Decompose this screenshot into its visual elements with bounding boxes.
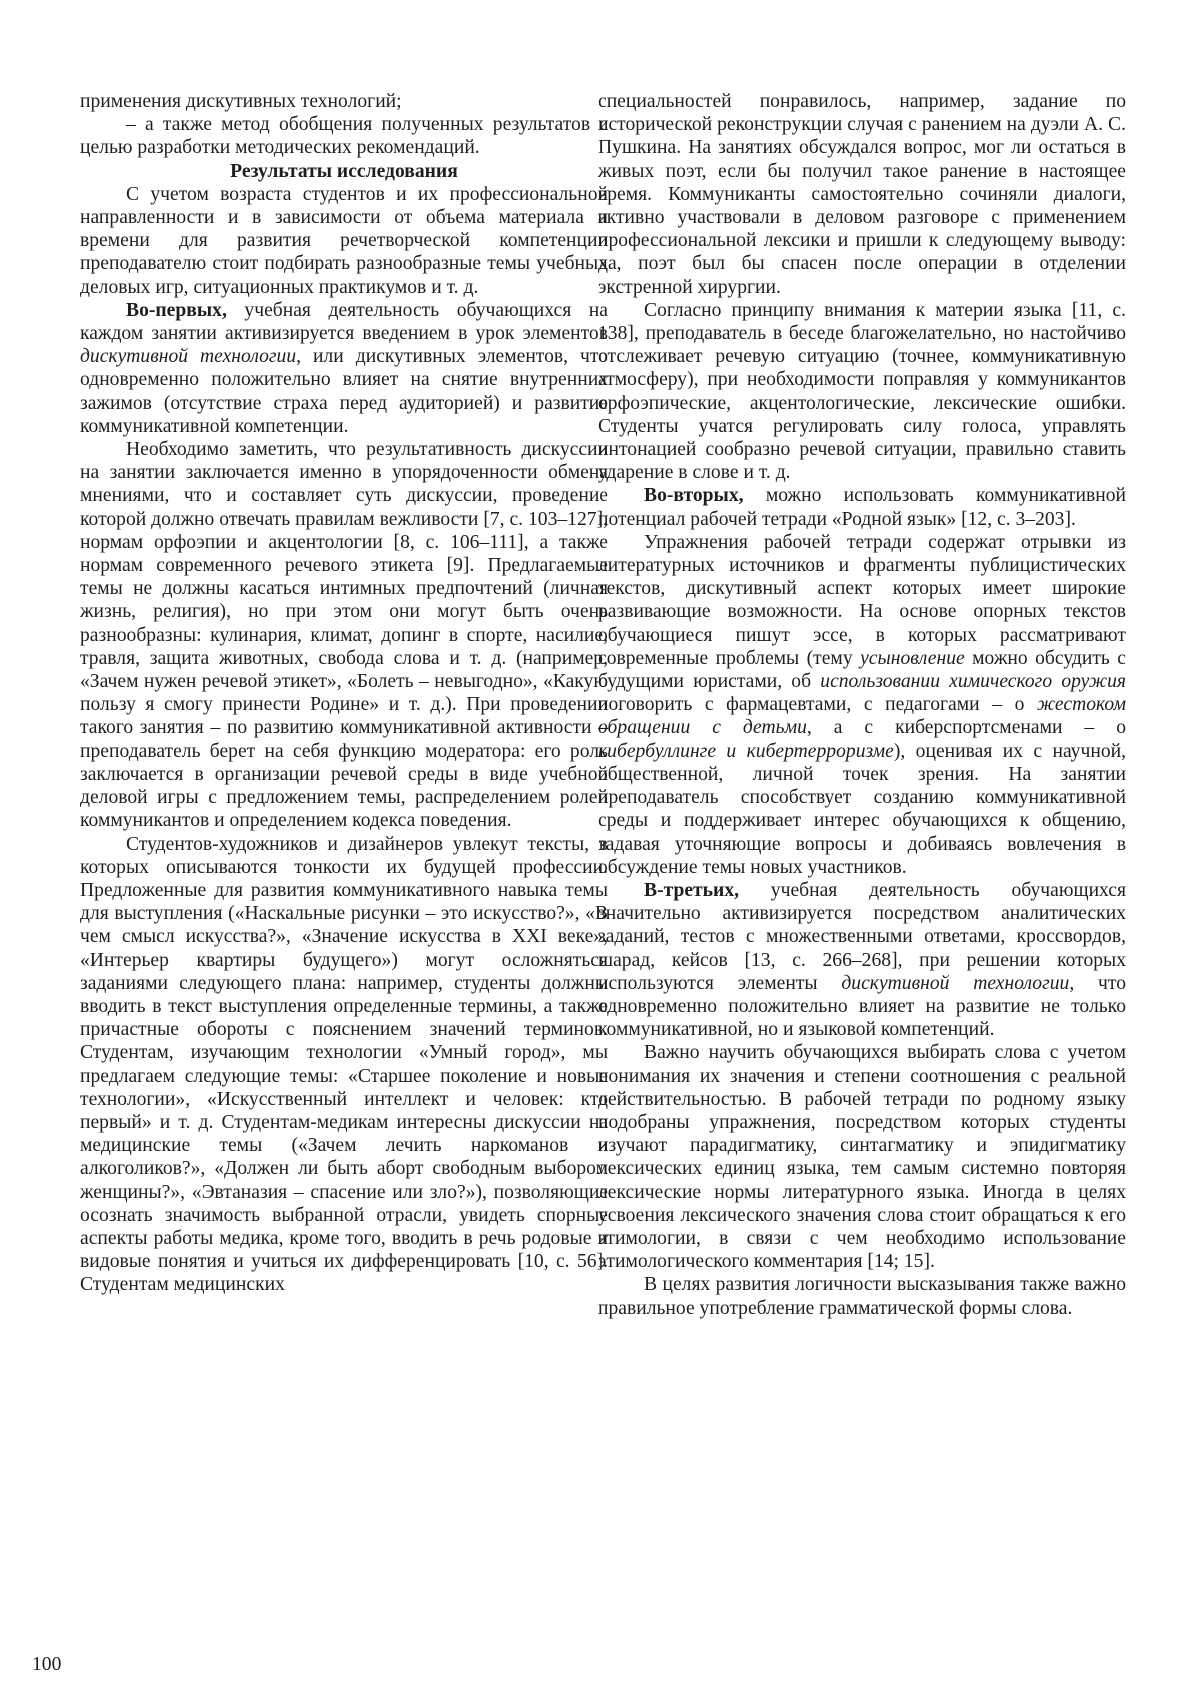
paragraph-exercises xyxy=(598,531,1126,879)
em-third: дискутивной технологии xyxy=(841,972,1070,994)
lead-second: Во-вторых, xyxy=(644,485,744,507)
em-ex-3: жестоком обращении с детьми xyxy=(598,694,1126,739)
page-number: 100 xyxy=(32,1654,62,1675)
text-second: можно использовать коммуникативной потенциал рабочей тетради «Родной язык» [12, с. 3–203]. xyxy=(598,485,1126,530)
paragraph-generalization: – а также метод обобщения полученных результатов с целью разработки методических рекомендаций. xyxy=(80,114,608,159)
lead-third: В-третьих, xyxy=(644,879,740,901)
lead-first: Во-первых, xyxy=(126,299,227,321)
paragraph-first xyxy=(80,299,608,438)
text-first-b: , или дискутивных элементов, что одновременно положительно влияет на снятие внутренних зажимов (отсутствие страха перед аудиторией) и развитие коммуникативной компетенции. xyxy=(80,346,608,437)
text-ex-5: ), оценивая их с научной, общественной, личной точек зрения. На занятии преподаватель способствует созданию коммуникативной среды и поддерживает интерес обучающихся к общению, задавая уточняющие вопросы и добиваясь вовлечения в обсуждение темы новых участников. xyxy=(598,740,1127,878)
text-ex-2: можно обсудить с будущими юристами, об xyxy=(598,647,1126,693)
text-first-a: учебная деятельность обучающихся на каждом занятии активизируется введением в урок элементов xyxy=(80,299,608,345)
text-ex-1: Упражнения рабочей тетради содержат отрывки из литературных источников и фрагменты публицистических текстов, дискутивный аспект которых имеет широкие развивающие возможности. На основе опорных текстов обучающиеся пишут эссе, в которых рассматривают современные проблемы (тему xyxy=(598,531,1126,669)
text-ex-3: поговорить с фармацевтами, с педагогами – о xyxy=(598,694,1037,716)
em-first: дискутивной технологии xyxy=(80,346,297,368)
paragraph-attention: Согласно принципу внимания к материи языка [11, с. 138], преподаватель в беседе благожелательно, но настойчиво отслеживает речевую ситуацию (точнее, коммуникативную атмосферу), при необходимости поправляя у коммуникантов орфоэпические, акцентологические, лексические ошибки. Студенты учатся регулировать силу голоса, управлять интонацией сообразно речевой ситуации, правильно ставить ударение в слове и т. д. xyxy=(598,299,1126,484)
paragraph-intro: С учетом возраста студентов и их профессиональной направленности и в зависимости от объема материала и времени для развития речетворческой компетенции преподавателю стоит подбирать разнообразные темы учебных деловых игр, ситуационных практикумов и т. д. xyxy=(80,183,608,298)
right-column xyxy=(598,90,1126,1320)
em-ex-4: кибербуллинге и кибертерроризме xyxy=(598,740,894,762)
paragraph-tools: применения дискутивных технологий; xyxy=(80,91,402,112)
paragraph-artists: Студентов-художников и дизайнеров увлекут тексты, в которых описываются тонкости их будущей профессии. Предложенные для развития коммуникативного навыка темы для выступления («Наскальные рисунки – это искусство?», «В чем смысл искусства?», «Значение искусства в XXI веке», «Интерьер квартиры будущего») могут осложняться заданиями следующего плана: например, студенты должны вводить в текст выступления определенные термины, а также причастные обороты с пояснением значений терминов. Студентам, изучающим технологии «Умный город», мы предлагаем следующие темы: «Старшее поколение и новые технологии», «Искусственный интеллект и человек: кто первый» и т. д. Студентам-медикам интересны дискуссии на медицинские темы («Зачем лечить наркоманов и алкоголиков?», «Должен ли быть аборт свободным выбором женщины?», «Эвтаназия – спасение или зло?»), позволяющие осознать значимость выбранной отрасли, увидеть спорные аспекты работы медика, кроме того, вводить в речь родовые и видовые понятия и учиться их дифференцировать [10, с. 56]. Студентам медицинских xyxy=(80,833,608,1296)
text-third-b: , что одновременно положительно влияет на развитие не только коммуникативной, но и языковой компетенций. xyxy=(598,972,1126,1041)
paragraph-words: Важно научить обучающихся выбирать слова с учетом понимания их значения и степени соотношения с реальной действительностью. В рабочей тетради по родному языку подобраны упражнения, посредством которых студенты изучают парадигматику, синтагматику и эпидигматику лексических единиц языка, тем самым системно повторяя лексические нормы литературного языка. Иногда в целях усвоения лексического значения слова стоит обращаться к его этимологии, в связи с чем необходимо использование этимологического комментария [14; 15]. xyxy=(598,1042,1126,1273)
paragraph-third xyxy=(598,879,1126,1041)
paragraph-necessary: Необходимо заметить, что результативность дискуссии на занятии заключается именно в упорядоченности обмена мнениями, что и составляет суть дискуссии, проведение которой должно отвечать правилам вежливости [7, с. 103–127], нормам орфоэпии и акцентологии [8, с. 106–111], а также нормам современного речевого этикета [9]. Предлагаемые темы не должны касаться интимных предпочтений (личная жизнь, религия), но при этом они могут быть очень разнообразны: кулинария, климат, допинг в спорте, насилие, травля, защита животных, свобода слова и т. д. (например, «Зачем нужен речевой этикет», «Болеть – невыгодно», «Какую пользу я смогу принести Родине» и т. д.). При проведении такого занятия – по развитию коммуникативной активности – преподаватель берет на себя функцию модератора: его роль заключается в организации речевой среды в виде учебной деловой игры с предложением темы, распределением ролей коммуникантов и определением кодекса поведения. xyxy=(80,439,608,832)
text-ex-4: , а с киберспортсменами – о xyxy=(806,717,1126,739)
paragraph-logic: В целях развития логичности высказывания также важно правильное употребление грамматической формы слова. xyxy=(598,1274,1126,1319)
paragraph-continuation: специальностей понравилось, например, задание по исторической реконструкции случая с ранением на дуэли А. С. Пушкина. На занятиях обсуждался вопрос, мог ли остаться в живых поэт, если бы получил такое ранение в настоящее время. Коммуниканты самостоятельно сочиняли диалоги, активно участвовали в деловом разговоре с применением профессиональной лексики и пришли к следующему выводу: да, поэт был бы спасен после операции в отделении экстренной хирургии. xyxy=(598,91,1126,298)
text-third-a: учебная деятельность обучающихся значительно активизируется посредством аналитических заданий, тестов с множественными ответами, кроссвордов, шарад, кейсов [13, с. 266–268], при решении которых используются элементы xyxy=(598,879,1126,994)
em-ex-2: использовании химического оружия xyxy=(820,671,1126,693)
em-ex-1: усыновление xyxy=(860,647,965,669)
left-column xyxy=(80,90,608,1297)
section-heading-results: Результаты исследования xyxy=(230,160,458,182)
paragraph-second xyxy=(598,484,1126,530)
